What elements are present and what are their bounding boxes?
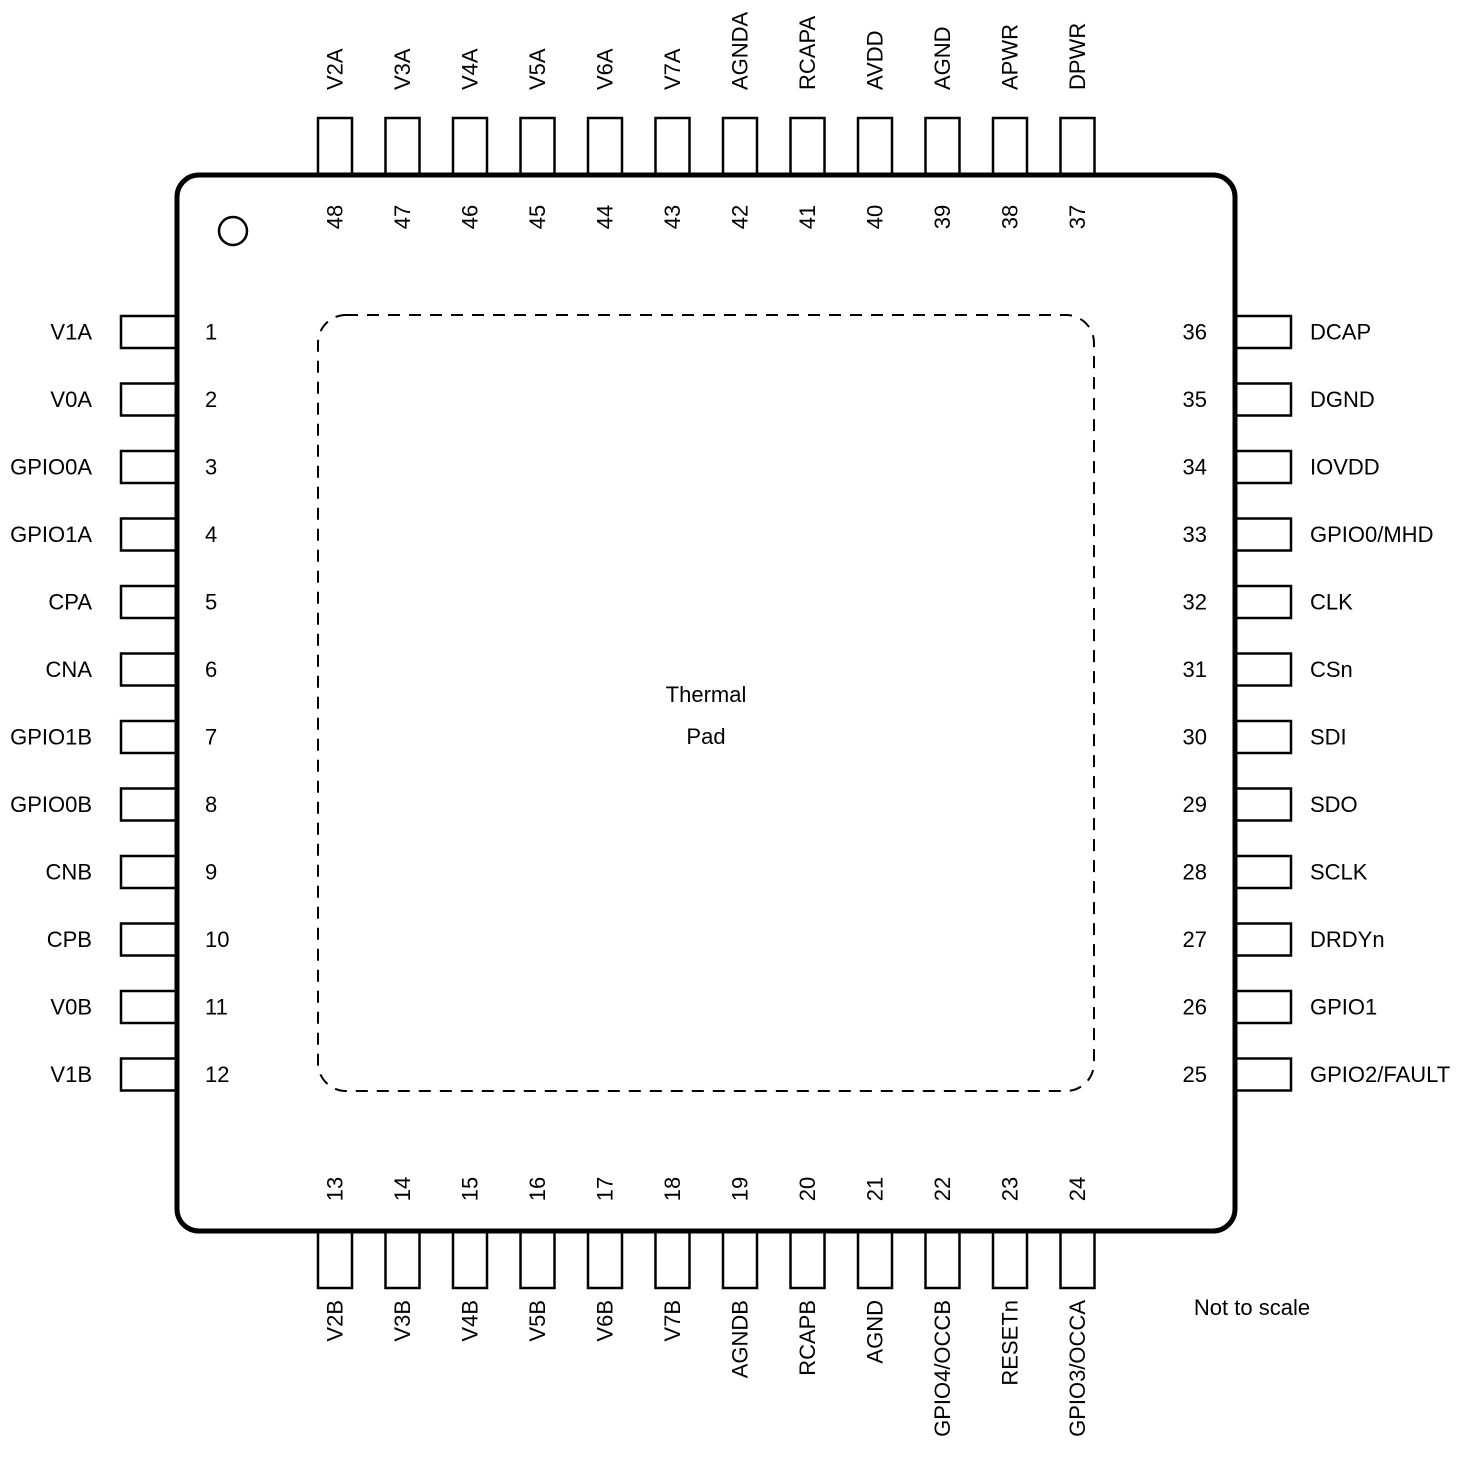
pin-lead <box>121 586 177 618</box>
pin-name: AVDD <box>862 30 888 90</box>
pin-lead <box>993 118 1027 175</box>
pin-lead <box>121 451 177 483</box>
not-to-scale-note: Not to scale <box>1193 1295 1311 1320</box>
pin-name: RCAPB <box>795 1300 820 1376</box>
pin-lead <box>1235 924 1291 956</box>
pin-number: 13 <box>322 1176 348 1202</box>
pin-number: 28 <box>1182 859 1207 885</box>
pin-number: 11 <box>205 994 228 1020</box>
pin-number: 46 <box>457 204 483 230</box>
pin-name: GPIO1 <box>1310 994 1378 1020</box>
pin-name: V4B <box>457 1300 483 1342</box>
pin-number: 44 <box>592 204 618 230</box>
pin-name: CNA <box>45 657 92 682</box>
pin-number: 26 <box>1182 994 1207 1020</box>
pin-lead <box>1235 384 1291 416</box>
pin-lead <box>1235 519 1291 551</box>
thermal-pad-label-line2: Pad <box>686 724 726 749</box>
pin-lead <box>453 118 487 175</box>
pin-lead <box>858 118 892 175</box>
pin-lead <box>121 789 177 821</box>
pin-name: AGNDA <box>727 11 753 90</box>
pin-name: CPB <box>46 927 92 952</box>
pin-name: GPIO0A <box>10 454 92 480</box>
pin-number: 1 <box>205 319 218 345</box>
pin-name: IOVDD <box>1310 454 1380 480</box>
pin-number: 27 <box>1182 927 1207 952</box>
pin-name: V2A <box>322 48 348 90</box>
pin-lead <box>1235 316 1291 348</box>
pin-number: 37 <box>1065 204 1090 230</box>
pin-name: GPIO3/OCCA <box>1065 1300 1090 1437</box>
pin-name: V5A <box>525 48 550 90</box>
pin-number: 16 <box>525 1176 550 1202</box>
pin-lead <box>1235 586 1291 618</box>
pin-number: 4 <box>205 522 218 547</box>
pin-name: GPIO1B <box>10 724 92 750</box>
pin-number: 8 <box>205 792 218 817</box>
pin-lead <box>121 1059 177 1091</box>
pin-lead <box>1235 451 1291 483</box>
pin-lead <box>1235 789 1291 821</box>
pin-lead <box>1235 856 1291 888</box>
pin-name: GPIO2/FAULT <box>1310 1062 1451 1087</box>
pin-name: RCAPA <box>795 15 820 90</box>
pin-number: 22 <box>930 1176 955 1202</box>
pin-name: V0A <box>50 387 92 412</box>
pin-number: 31 <box>1182 657 1207 682</box>
pin-name: APWR <box>997 24 1023 90</box>
pin-lead <box>386 1231 420 1288</box>
pin-name: CSn <box>1310 657 1353 682</box>
pin-lead <box>656 118 690 175</box>
pin-number: 41 <box>795 204 820 230</box>
pin-lead <box>723 118 757 175</box>
pin-name: RESETn <box>997 1300 1023 1386</box>
pin-number: 40 <box>862 204 888 230</box>
pin-number: 38 <box>997 204 1023 230</box>
pin-name: V1A <box>50 319 92 345</box>
pin-number: 21 <box>862 1176 888 1202</box>
pin-lead <box>1235 991 1291 1023</box>
pin-number: 10 <box>205 927 230 952</box>
pin-number: 17 <box>592 1176 618 1202</box>
pin-number: 25 <box>1182 1062 1207 1087</box>
pin-lead <box>1061 1231 1095 1288</box>
pin-lead <box>121 924 177 956</box>
pin-lead <box>1235 721 1291 753</box>
pin-number: 32 <box>1182 589 1207 615</box>
pin-number: 34 <box>1182 454 1207 480</box>
pin-lead <box>121 316 177 348</box>
pin-name: V6B <box>592 1300 618 1342</box>
pin-lead <box>121 384 177 416</box>
pin-name: AGND <box>930 26 955 90</box>
pin-lead <box>926 1231 960 1288</box>
pin-lead <box>1235 1059 1291 1091</box>
pin-lead <box>588 118 622 175</box>
pin-name: V2B <box>322 1300 348 1342</box>
pin-name: GPIO0/MHD <box>1310 522 1434 547</box>
pin-number: 6 <box>205 657 218 682</box>
pin-name: AGND <box>862 1300 888 1364</box>
pin-number: 24 <box>1065 1176 1090 1202</box>
pin-name: AGNDB <box>727 1300 753 1379</box>
pin-lead <box>791 1231 825 1288</box>
pin-lead <box>723 1231 757 1288</box>
pin-lead <box>121 721 177 753</box>
pin-name: CLK <box>1310 589 1353 615</box>
pin-number: 23 <box>997 1176 1023 1202</box>
pin-lead <box>656 1231 690 1288</box>
pin-number: 20 <box>795 1176 820 1202</box>
pin-name: V1B <box>50 1062 92 1087</box>
pin-number: 35 <box>1182 387 1207 412</box>
pin-name: DCAP <box>1310 319 1372 345</box>
pin-number: 9 <box>205 859 218 885</box>
pin-number: 14 <box>390 1176 415 1202</box>
pin-number: 29 <box>1182 792 1207 817</box>
pin-name: V3A <box>390 48 415 90</box>
pin-number: 36 <box>1182 319 1207 345</box>
pin-name: DGND <box>1310 387 1375 412</box>
pin-name: GPIO4/OCCB <box>930 1300 955 1437</box>
pin-lead <box>926 118 960 175</box>
pin-lead <box>453 1231 487 1288</box>
pin-number: 47 <box>390 204 415 230</box>
pin-number: 42 <box>727 204 753 230</box>
pin-number: 7 <box>205 724 218 750</box>
pin-lead <box>521 1231 555 1288</box>
pin-number: 39 <box>930 204 955 230</box>
thermal-pad-label-line1: Thermal <box>665 682 747 707</box>
pin-number: 33 <box>1182 522 1207 547</box>
pin-number: 48 <box>322 204 348 230</box>
pin-number: 2 <box>205 387 218 412</box>
pin-lead <box>993 1231 1027 1288</box>
pin-lead <box>318 1231 352 1288</box>
pin-name: V4A <box>457 48 483 90</box>
pin-name: V5B <box>525 1300 550 1342</box>
pin-number: 5 <box>205 589 218 615</box>
pin-lead <box>791 118 825 175</box>
pin-lead <box>121 856 177 888</box>
pin-number: 30 <box>1182 724 1207 750</box>
pin-name: V6A <box>592 48 618 90</box>
pin-lead <box>858 1231 892 1288</box>
pin-name: CNB <box>45 859 92 885</box>
pin-name: GPIO1A <box>10 522 92 547</box>
pin-name: V7B <box>660 1300 685 1342</box>
pin-name: GPIO0B <box>10 792 92 817</box>
pin-name: V3B <box>390 1300 415 1342</box>
pin-number: 45 <box>525 204 550 230</box>
pin-lead <box>1235 654 1291 686</box>
pin-lead <box>121 519 177 551</box>
pin-lead <box>121 654 177 686</box>
pin-name: SDO <box>1310 792 1358 817</box>
pin-number: 43 <box>660 204 685 230</box>
pin-lead <box>588 1231 622 1288</box>
pin-number: 12 <box>205 1062 230 1087</box>
pin-number: 3 <box>205 454 218 480</box>
pin-lead <box>1061 118 1095 175</box>
pin-number: 15 <box>457 1176 483 1202</box>
pin-lead <box>318 118 352 175</box>
pin-name: DRDYn <box>1310 927 1385 952</box>
pin-number: 18 <box>660 1176 685 1202</box>
pin-name: V7A <box>660 48 685 90</box>
pin-number: 19 <box>727 1176 753 1202</box>
pin-name: SCLK <box>1310 859 1368 885</box>
pin-name: V0B <box>50 994 92 1020</box>
pin-name: DPWR <box>1065 22 1090 90</box>
pin-lead <box>521 118 555 175</box>
pin-name: SDI <box>1310 724 1347 750</box>
pin-lead <box>121 991 177 1023</box>
pin-lead <box>386 118 420 175</box>
pin-name: CPA <box>48 589 92 615</box>
